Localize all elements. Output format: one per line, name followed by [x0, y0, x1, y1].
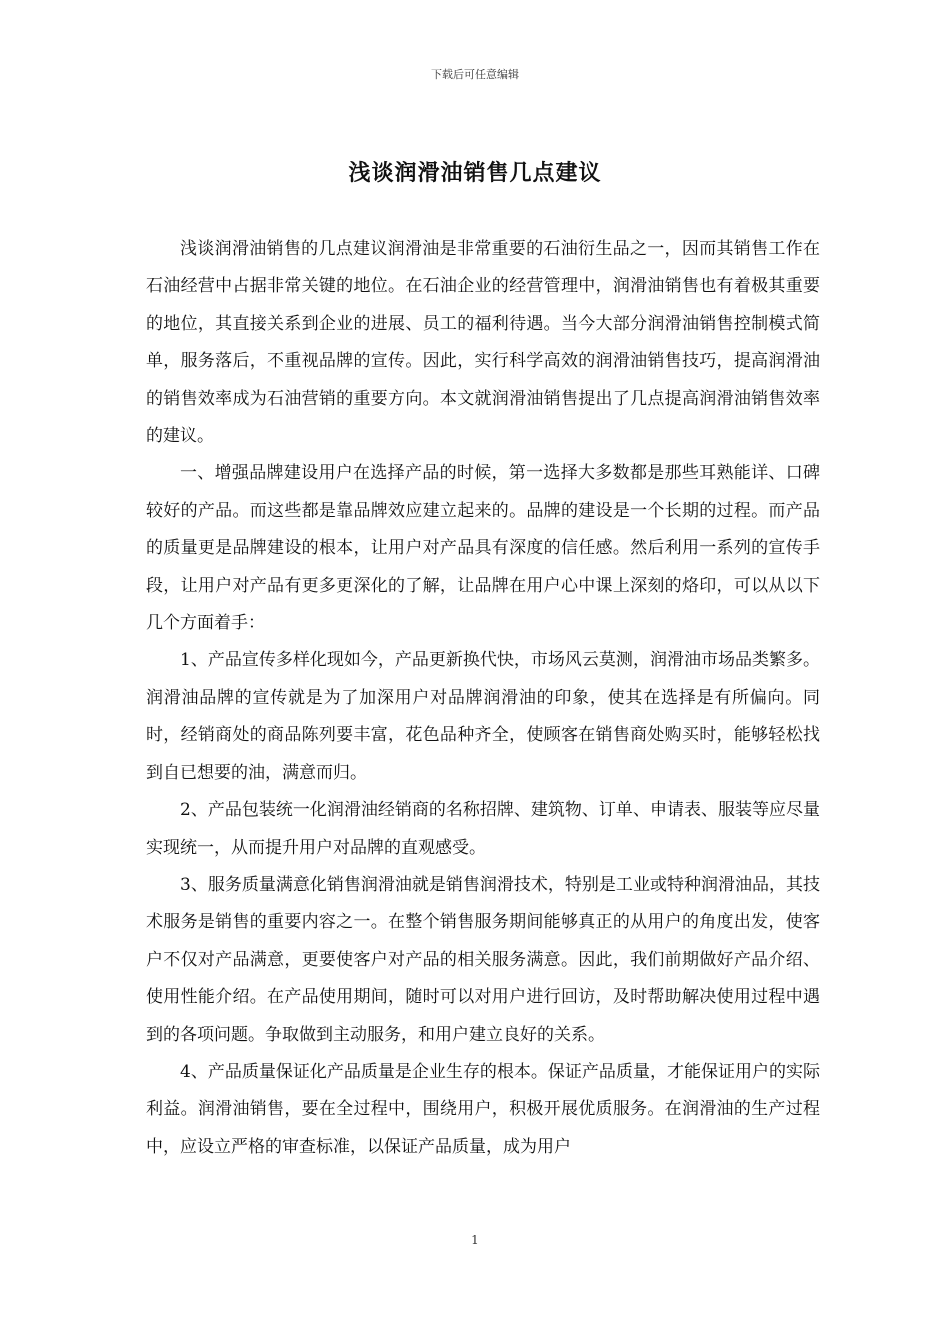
paragraph-intro: 浅谈润滑油销售的几点建议润滑油是非常重要的石油衍生品之一，因而其销售工作在石油经营中占据非常关键的地位。在石油企业的经营管理中，润滑油销售也有着极其重要的地位，其直接关系到企业的进展、员工的福利待遇。当今大部分润滑油销售控制模式简单，服务落后，不重视品牌的宣传。因此，实行科学高效的润滑油销售技巧，提高润滑油的销售效率成为石油营销的重要方向。本文就润滑油销售提出了几点提高润滑油销售效率的建议。 [146, 239, 820, 447]
document-body [146, 231, 820, 1166]
document-title: 浅谈润滑油销售几点建议 [348, 160, 602, 186]
paragraph-quality: 4、产品质量保证化产品质量是企业生存的根本。保证产品质量，才能保证用户的实际利益。润滑油销售，要在全过程中，围绕用户，积极开展优质服务。在润滑油的生产过程中，应设立严格的审查标准，以保证产品质量，成为用户 [146, 1061, 820, 1157]
paragraph-packaging: 2、产品包装统一化润滑油经销商的名称招牌、建筑物、订单、申请表、服装等应尽量实现统一，从而提升用户对品牌的直观感受。 [146, 800, 820, 858]
header-note: 下载后可任意编辑 [431, 68, 519, 81]
paragraph-service: 3、服务质量满意化销售润滑油就是销售润滑技术，特别是工业或特种润滑油品，其技术服务是销售的重要内容之一。在整个销售服务期间能够真正的从用户的角度出发，使客户不仅对产品满意，更要使客户对产品的相关服务满意。因此，我们前期做好产品介绍、使用性能介绍。在产品使用期间，随时可以对用户进行回访，及时帮助解决使用过程中遇到的各项问题。争取做到主动服务，和用户建立良好的关系。 [146, 874, 820, 1045]
paragraph-promotion: 1、产品宣传多样化现如今，产品更新换代快，市场风云莫测，润滑油市场品类繁多。润滑油品牌的宣传就是为了加深用户对品牌润滑油的印象，使其在选择是有所偏向。同时，经销商处的商品陈列要丰富，花色品种齐全，使顾客在销售商处购买时，能够轻松找到自已想要的油，满意而归。 [146, 650, 820, 783]
page-number: 1 [471, 1233, 479, 1247]
paragraph-brand-building: 一、增强品牌建设用户在选择产品的时候，第一选择大多数都是那些耳熟能详、口碑较好的产品。而这些都是靠品牌效应建立起来的。品牌的建设是一个长期的过程。而产品的质量更是品牌建设的根本，让用户对产品具有深度的信任感。然后利用一系列的宣传手段，让用户对产品有更多更深化的了解，让品牌在用户心中课上深刻的烙印，可以从以下几个方面着手： [146, 463, 820, 634]
